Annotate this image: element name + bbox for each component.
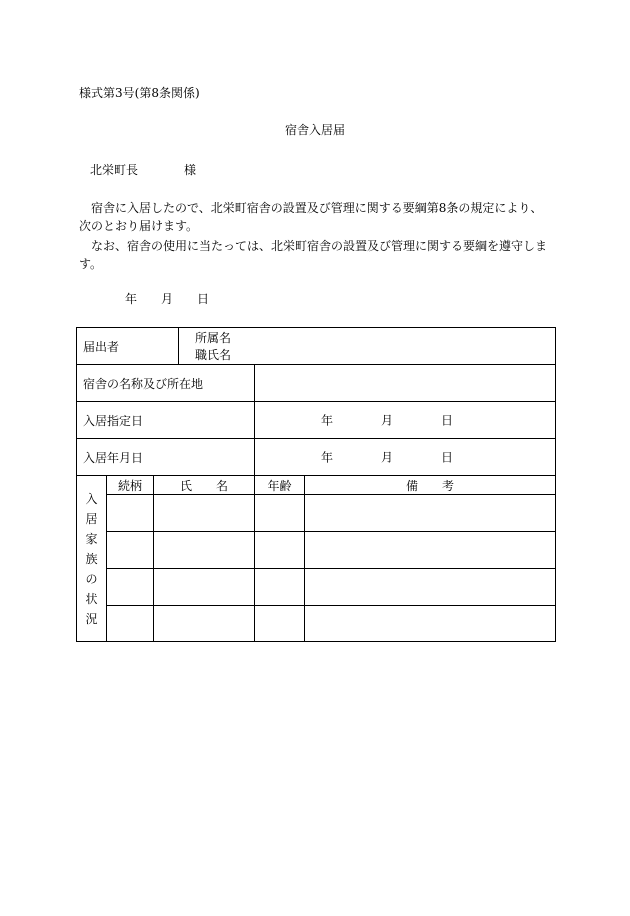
family-row	[77, 532, 556, 569]
movein-day: 日	[441, 450, 454, 465]
age-field[interactable]	[255, 495, 305, 532]
movein-date-field[interactable]	[255, 439, 556, 476]
designated-day: 日	[441, 413, 454, 428]
dormitory-label: 宿舎の名称及び所在地	[77, 365, 255, 402]
designated-date-row	[77, 402, 556, 439]
movein-month: 月	[381, 450, 394, 465]
applicant-field[interactable]	[179, 328, 556, 365]
designated-month: 月	[381, 413, 394, 428]
col-name: 氏 名	[154, 476, 255, 495]
name-field[interactable]	[154, 532, 255, 569]
family-row	[77, 495, 556, 532]
remarks-field[interactable]	[305, 532, 556, 569]
family-row	[77, 569, 556, 606]
movein-date-row	[77, 439, 556, 476]
relationship-field[interactable]	[107, 532, 154, 569]
body-paragraph-1: 宿舎に入居したので、北栄町宿舎の設置及び管理に関する要綱第8条の規定により、次のとおり届けます。	[79, 201, 543, 233]
movein-year: 年	[321, 450, 334, 465]
remarks-field[interactable]	[305, 606, 556, 642]
family-row	[77, 606, 556, 642]
relationship-field[interactable]	[107, 569, 154, 606]
relationship-field[interactable]	[107, 606, 154, 642]
col-remarks: 備 考	[305, 476, 556, 495]
affiliation-label: 所属名	[195, 331, 232, 345]
applicant-row	[77, 328, 556, 365]
submission-date	[125, 292, 233, 306]
age-field[interactable]	[255, 569, 305, 606]
designated-date-label: 入居指定日	[77, 402, 255, 439]
family-status-label: 入 居 家 族 の 状 況	[77, 476, 107, 642]
date-year: 年	[125, 292, 138, 306]
application-form-table	[76, 327, 556, 642]
name-position-label: 職氏名	[195, 348, 232, 362]
document-title: 宿舎入居届	[284, 123, 345, 137]
designated-date-field[interactable]	[255, 402, 556, 439]
form-number: 様式第3号(第8条関係)	[79, 86, 200, 100]
age-field[interactable]	[255, 606, 305, 642]
family-header-row	[77, 476, 556, 495]
movein-date-label: 入居年月日	[77, 439, 255, 476]
name-field[interactable]	[154, 495, 255, 532]
name-field[interactable]	[154, 606, 255, 642]
remarks-field[interactable]	[305, 569, 556, 606]
body-paragraph-2: なお、宿舎の使用に当たっては、北栄町宿舎の設置及び管理に関する要綱を遵守します。	[79, 239, 548, 271]
addressee-honorific: 様	[184, 163, 197, 177]
date-day: 日	[197, 292, 210, 306]
relationship-field[interactable]	[107, 495, 154, 532]
date-month: 月	[161, 292, 174, 306]
applicant-label: 届出者	[77, 328, 179, 365]
designated-year: 年	[321, 413, 334, 428]
name-field[interactable]	[154, 569, 255, 606]
addressee	[90, 163, 196, 177]
dormitory-field[interactable]	[255, 365, 556, 402]
age-field[interactable]	[255, 532, 305, 569]
dormitory-row	[77, 365, 556, 402]
remarks-field[interactable]	[305, 495, 556, 532]
col-relationship: 続柄	[107, 476, 154, 495]
addressee-name: 北栄町長	[90, 163, 139, 177]
col-age: 年齢	[255, 476, 305, 495]
